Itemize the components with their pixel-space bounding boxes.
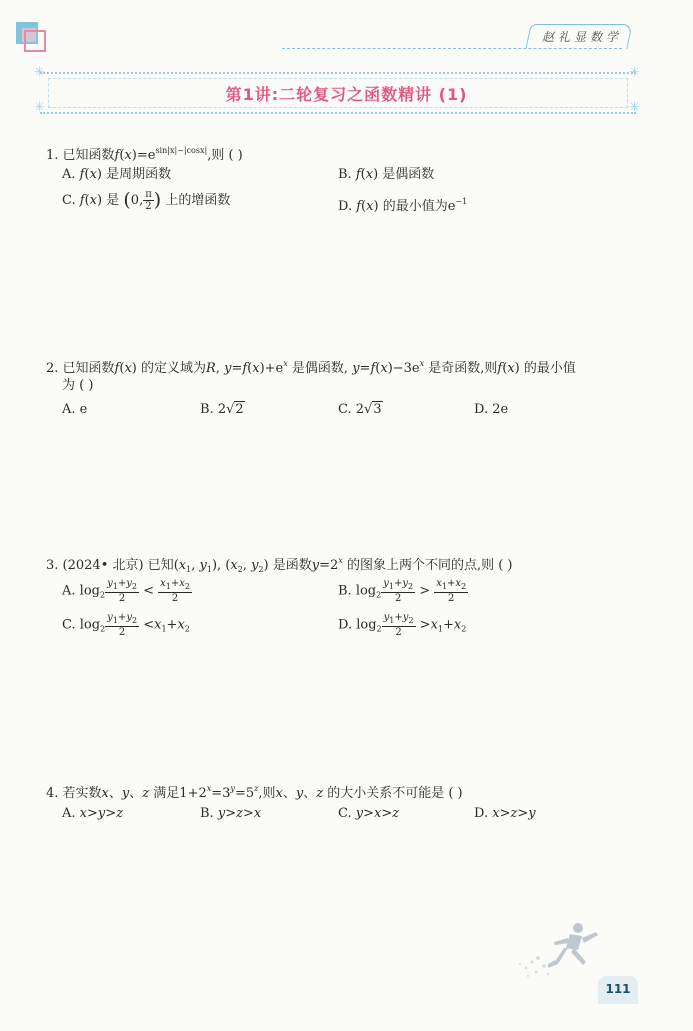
question-2-stem-line2: 为 ( ) — [62, 378, 94, 393]
question-3-option-d: D. $\log_2$ $\frac{y_1+y_2}{2}$ $>x_1+x_2$ — [338, 612, 467, 638]
question-4-option-c: C. y>x>z — [338, 806, 400, 821]
question-1-option-a: A. f(x) 是周期函数 — [62, 167, 172, 182]
question-4-stem: 4. 若实数x、y、z 满足$1+2^x=3^y=5^z$,则x、y、z 的大小关系不可能是 ( ) — [46, 784, 463, 801]
question-3-option-c: C. $\log_2$ $\frac{y_1+y_2}{2}$ $<x_1+x_2$ — [62, 612, 190, 638]
question-2-option-c: C. 2√3 — [338, 402, 382, 417]
question-1-option-d: D. f(x) 的最小值为$e^{-1}$ — [338, 197, 468, 214]
question-1-option-b: B. f(x) 是偶函数 — [338, 167, 435, 182]
question-3-option-a: A. $\log_2$ $\frac{y_1+y_2}{2}$ < $\frac{x_1+x_2}{2}$ — [62, 578, 190, 604]
question-2-option-a: A. e — [62, 402, 88, 417]
corner-decoration-frame — [24, 30, 46, 52]
question-4-option-d: D. x>z>y — [474, 806, 536, 821]
question-3-stem: 3. (2024• 北京) 已知($x_1$, $y_1$), ($x_2$, $y_2$) 是函数$y=2^x$ 的图象上两个不同的点,则 ( ) — [46, 556, 513, 574]
question-1-stem: 1. 已知函数$f(x)=e^{sin|x|-|cosx|}$,则 ( ) — [46, 146, 243, 163]
star-icon: ✳ — [34, 100, 45, 115]
question-2-stem: 2. 已知函数f(x) 的定义域为R, $y=f(x)+e^x$ 是偶函数, $y=f(x)-3e^x$ 是奇函数,则f(x) 的最小值 — [46, 359, 576, 376]
question-2-option-b: B. 2√2 — [200, 402, 244, 417]
page-number: 111 — [598, 976, 638, 1004]
question-1-option-c: C. f(x) 是 (0, $\frac{\pi}{2}$ ) 上的增函数 — [62, 189, 231, 212]
question-3-option-b: B. $\log_2$ $\frac{y_1+y_2}{2}$ > $\frac{x_1+x_2}{2}$ — [338, 578, 467, 604]
runner-illustration — [508, 918, 604, 982]
star-icon: ✳ — [629, 100, 640, 115]
question-4-option-a: A. x>y>z — [62, 806, 124, 821]
page-title: 第1讲:二轮复习之函数精讲 (1) — [225, 85, 468, 104]
question-2-option-d: D. 2e — [474, 402, 509, 417]
question-4-option-b: B. y>z>x — [200, 806, 262, 821]
star-icon: ✳ — [629, 65, 640, 80]
brand-label: 赵礼显数学 — [542, 30, 623, 44]
star-icon: ✳ — [34, 65, 45, 80]
